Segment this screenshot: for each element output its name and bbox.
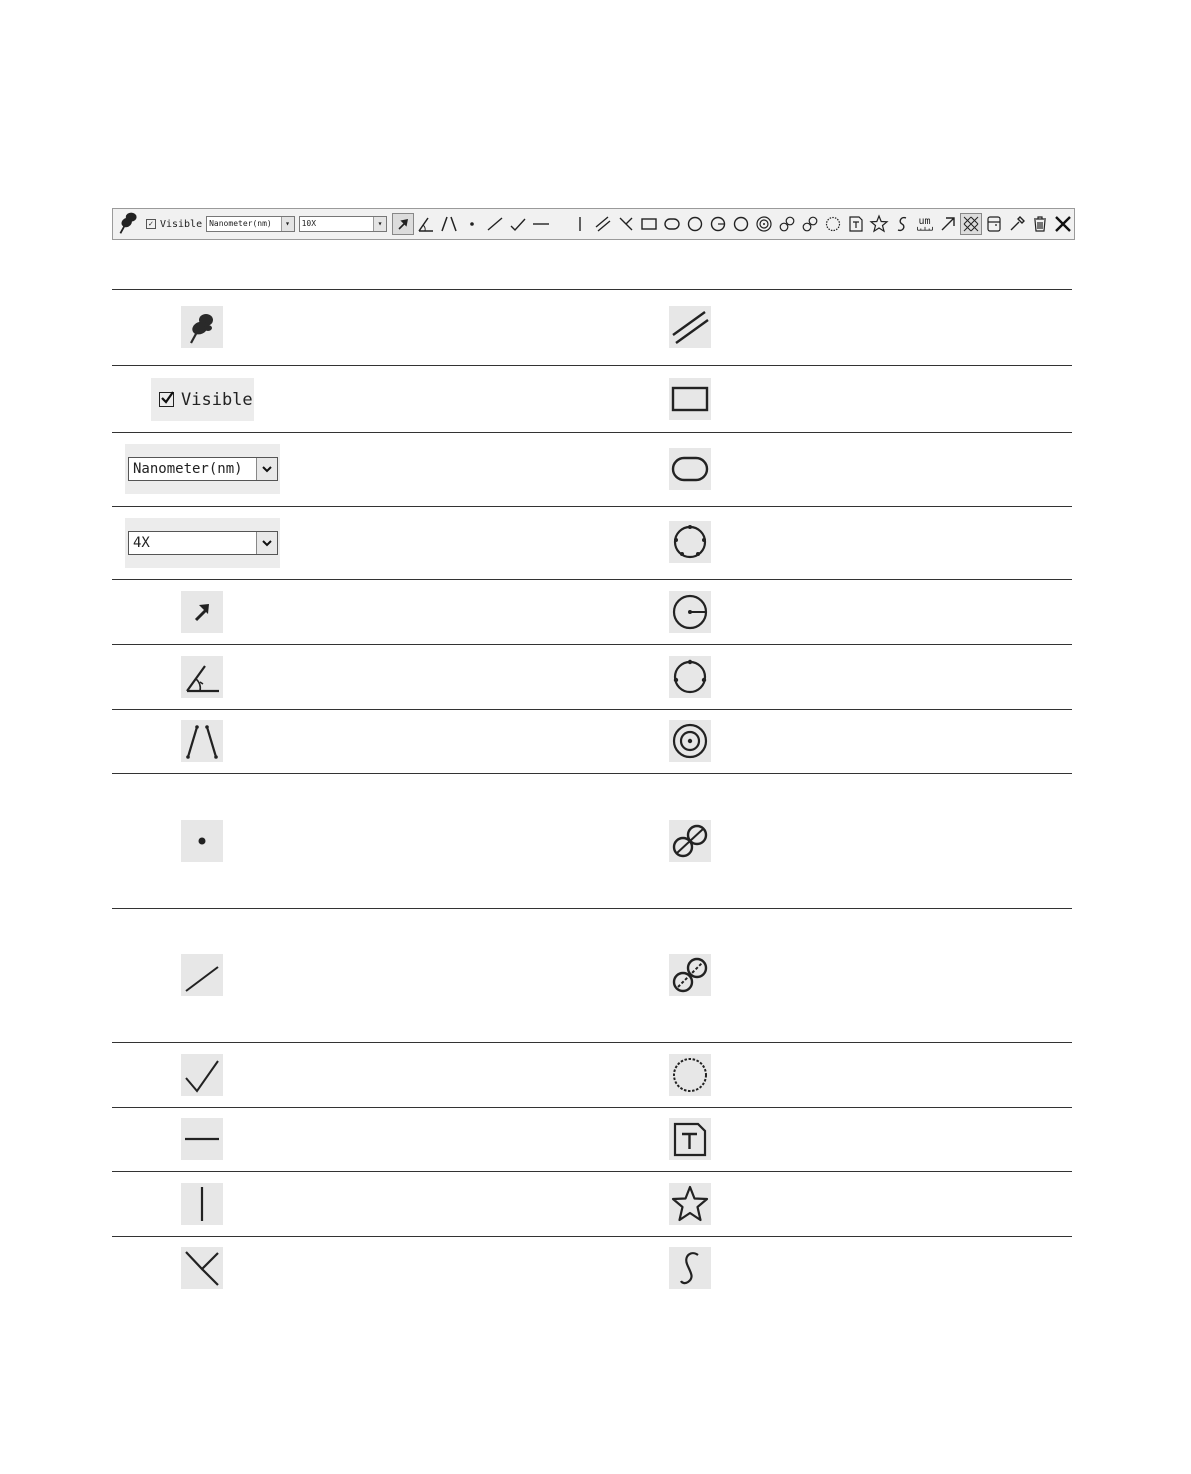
visible-toggle (151, 378, 254, 421)
export-icon[interactable] (982, 210, 1005, 238)
text-icon[interactable] (844, 210, 867, 238)
table-divider (112, 709, 1072, 710)
unit-dropdown-field (128, 457, 278, 481)
two-circles-icon[interactable] (775, 210, 798, 238)
arc-icon[interactable] (821, 210, 844, 238)
chevron-down-icon (256, 458, 277, 480)
magnification-dropdown (125, 518, 280, 568)
pin-icon[interactable] (115, 209, 142, 239)
visible-label: Visible (181, 389, 253, 410)
trash-icon[interactable] (1028, 210, 1051, 238)
select-arrow-icon (181, 591, 223, 633)
circle-radius-icon (669, 591, 711, 633)
table-divider (112, 644, 1072, 645)
grid-settings-icon[interactable] (959, 210, 982, 238)
vertical-line-icon[interactable] (568, 210, 591, 238)
parallel-lines-icon[interactable] (591, 210, 614, 238)
visible-checkbox[interactable]: ✓ (146, 219, 156, 229)
select-arrow-icon[interactable] (391, 210, 414, 238)
arc-icon (669, 1054, 711, 1096)
table-divider (112, 1171, 1072, 1172)
table-divider (112, 773, 1072, 774)
table-divider (112, 289, 1072, 290)
table-divider (112, 1107, 1072, 1108)
circle-radius-icon[interactable] (706, 210, 729, 238)
magnification-dropdown-value: 4X (133, 535, 150, 551)
magnification-dropdown[interactable] (299, 216, 387, 232)
two-circles-dashed-icon[interactable] (798, 210, 821, 238)
visible-toggle[interactable] (146, 219, 202, 230)
arrow-icon[interactable] (936, 210, 959, 238)
unit-dropdown (125, 444, 280, 494)
pin-icon (181, 306, 223, 348)
parallel-lines-icon (669, 306, 711, 348)
unit-dropdown[interactable] (206, 216, 294, 232)
eyedropper-icon[interactable] (1005, 210, 1028, 238)
unit-label-text: um (918, 216, 931, 227)
table-divider (112, 506, 1072, 507)
angle-icon (181, 656, 223, 698)
circle-points-icon (669, 521, 711, 563)
magnification-dropdown-value: 10X (301, 219, 317, 228)
chevron-down-icon (256, 532, 277, 554)
rectangle-icon (669, 378, 711, 420)
line-icon[interactable] (483, 210, 506, 238)
unit-label-icon[interactable] (913, 210, 936, 238)
polyline-icon (181, 1054, 223, 1096)
horizontal-line-icon[interactable] (529, 210, 552, 238)
visible-label: Visible (159, 218, 203, 230)
text-icon (669, 1118, 711, 1160)
horizontal-line-icon (181, 1118, 223, 1160)
circle-points-icon[interactable] (683, 210, 706, 238)
rounded-rectangle-icon[interactable] (660, 210, 683, 238)
two-circles-icon (669, 820, 711, 862)
angle-icon[interactable] (414, 210, 437, 238)
toolbar-icon-strip (391, 210, 1074, 238)
table-divider (112, 432, 1072, 433)
concentric-circles-icon (669, 720, 711, 762)
rounded-rectangle-icon (669, 448, 711, 490)
star-icon (669, 1183, 711, 1225)
chevron-down-icon[interactable]: ▾ (373, 217, 386, 231)
curve-icon (669, 1247, 711, 1289)
table-divider (112, 365, 1072, 366)
polyline-icon[interactable] (506, 210, 529, 238)
vertical-line-icon (181, 1183, 223, 1225)
two-circles-dashed-icon (669, 954, 711, 996)
star-icon[interactable] (867, 210, 890, 238)
point-icon (181, 820, 223, 862)
table-divider (112, 908, 1072, 909)
concentric-circles-icon[interactable] (752, 210, 775, 238)
table-divider (112, 1042, 1072, 1043)
circle-three-points-icon[interactable] (729, 210, 752, 238)
table-divider (112, 1236, 1072, 1237)
cross-lines-icon[interactable] (614, 210, 637, 238)
close-icon[interactable] (1051, 210, 1074, 238)
two-lines-icon[interactable] (437, 210, 460, 238)
cross-lines-icon (181, 1247, 223, 1289)
curve-icon[interactable] (890, 210, 913, 238)
measurement-toolbar (112, 208, 1075, 240)
line-icon (181, 954, 223, 996)
chevron-down-icon[interactable]: ▾ (281, 217, 294, 231)
table-divider (112, 579, 1072, 580)
rectangle-icon[interactable] (637, 210, 660, 238)
point-icon[interactable] (460, 210, 483, 238)
unit-dropdown-value: Nanometer(nm) (133, 461, 243, 477)
unit-dropdown-value: Nanometer(nm) (209, 219, 272, 228)
circle-three-points-icon (669, 656, 711, 698)
magnification-dropdown-field (128, 531, 278, 555)
visible-checkbox (159, 392, 174, 407)
two-lines-icon (181, 720, 223, 762)
